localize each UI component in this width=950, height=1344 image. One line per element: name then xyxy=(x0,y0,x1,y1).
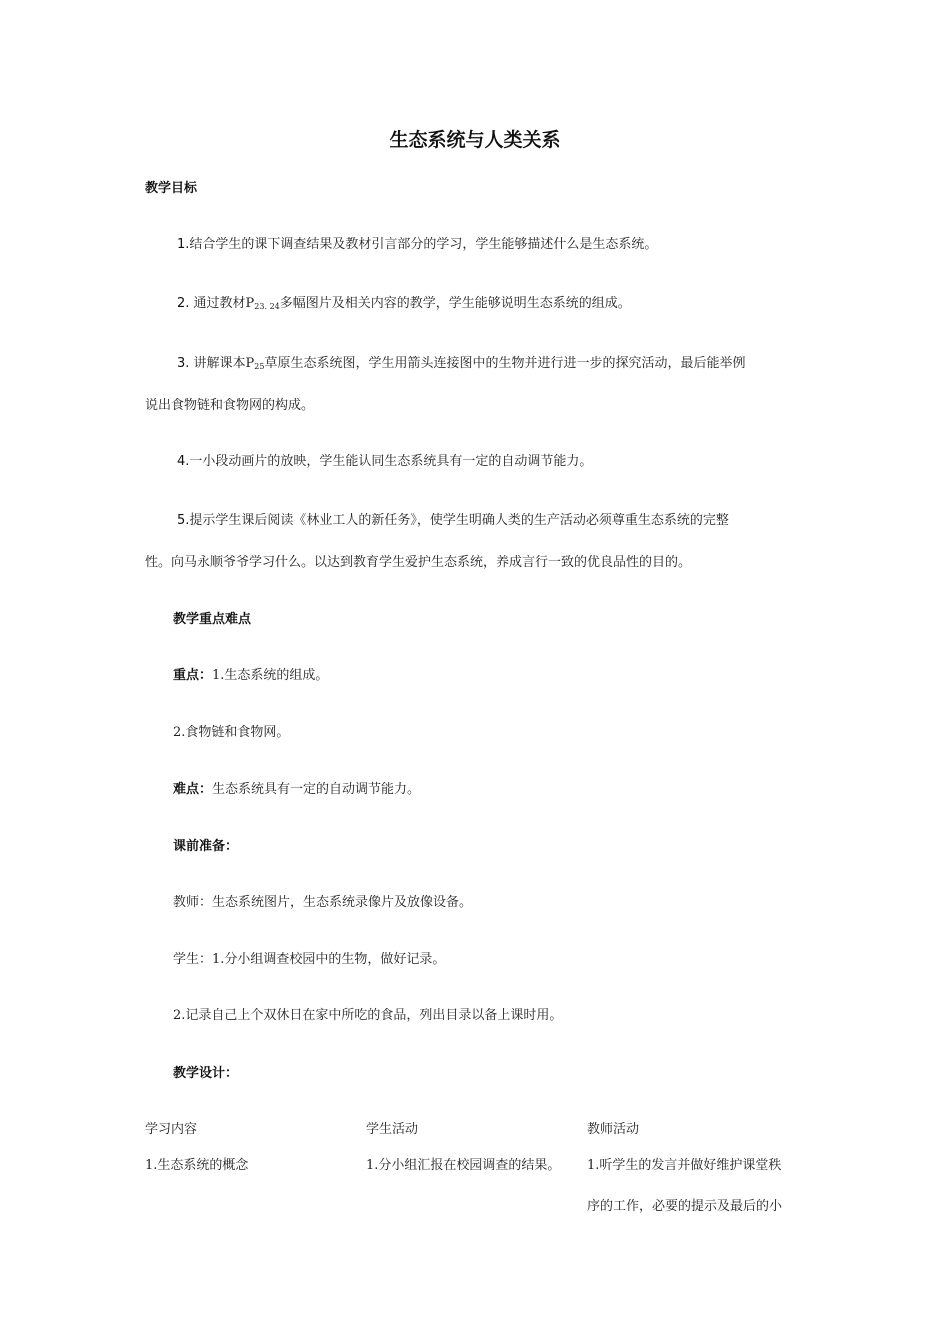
column-header-teacher-activity: 教师活动 xyxy=(587,1122,640,1137)
objective-1 xyxy=(177,233,657,252)
row-1-teacher-activity-line1: 1.听学生的发言并做好维护课堂秩 xyxy=(587,1158,782,1173)
objective-1-text: 结合学生的课下调查结果及教材引言部分的学习，学生能够描述什么是生态系统。 xyxy=(189,237,658,252)
difficulty-point xyxy=(173,778,420,797)
objective-4-text: 一小段动画片的放映，学生能认同生态系统具有一定的自动调节能力。 xyxy=(189,454,593,469)
preparation-heading: 课前准备： xyxy=(173,839,239,854)
objective-2 xyxy=(177,292,631,311)
preparation-teacher: 教师：生态系统图片，生态系统录像片及放像设备。 xyxy=(173,895,473,910)
objective-3-number: 3. xyxy=(177,356,190,371)
objective-2-text-post: 多幅图片及相关内容的教学，学生能够说明生态系统的组成。 xyxy=(279,296,631,311)
column-header-content: 学习内容 xyxy=(145,1122,198,1137)
key-point-1 xyxy=(173,664,328,683)
objective-5-number: 5. xyxy=(177,513,190,528)
difficulty-label: 难点： xyxy=(173,782,213,797)
objective-2-number: 2. xyxy=(177,296,190,311)
objective-3-text-post: 草原生态系统图，学生用箭头连接图中的生物并进行进一步的探究活动，最后能举例 xyxy=(264,356,746,371)
objectives-heading: 教学目标 xyxy=(145,181,198,196)
row-1-teacher-activity-line2: 序的工作，必要的提示及最后的小 xyxy=(587,1199,783,1214)
objective-1-number: 1. xyxy=(177,237,190,252)
key-label: 重点： xyxy=(173,668,213,683)
document-title: 生态系统与人类关系 xyxy=(389,129,561,151)
objective-5-text: 提示学生课后阅读《林业工人的新任务》，使学生明确人类的生产活动必须尊重生态系统的完整 xyxy=(189,513,729,528)
key-point-2: 2.食物链和食物网。 xyxy=(173,725,290,740)
objective-5-line2: 性。向马永顺爷爷学习什么。以达到教育学生爱护生态系统，养成言行一致的优良品性的目的。 xyxy=(145,555,692,570)
row-1-student-activity: 1.分小组汇报在校园调查的结果。 xyxy=(366,1158,561,1173)
objective-4-number: 4. xyxy=(177,454,190,469)
key-point-1-text: 1.生态系统的组成。 xyxy=(212,668,329,683)
key-points-heading: 教学重点难点 xyxy=(173,612,252,627)
objective-4 xyxy=(177,450,592,469)
column-header-student-activity: 学生活动 xyxy=(366,1122,419,1137)
difficulty-text: 生态系统具有一定的自动调节能力。 xyxy=(212,782,421,797)
objective-5 xyxy=(177,509,729,528)
preparation-student-1: 学生：1.分小组调查校园中的生物，做好记录。 xyxy=(173,952,446,967)
objective-2-text-pre: 通过教材P xyxy=(193,296,255,311)
preparation-student-2: 2.记录自己上个双休日在家中所吃的食品，列出目录以备上课时用。 xyxy=(173,1008,563,1023)
objective-3 xyxy=(177,352,746,371)
objective-3-page-subscript: 25 xyxy=(254,362,265,371)
objective-2-page-subscript: 23. 24 xyxy=(254,302,280,311)
objective-3-line2: 说出食物链和食物网的构成。 xyxy=(145,398,315,413)
row-1-content: 1.生态系统的概念 xyxy=(145,1158,249,1173)
design-heading: 教学设计： xyxy=(173,1066,239,1081)
objective-3-text-pre: 讲解课本P xyxy=(193,356,255,371)
